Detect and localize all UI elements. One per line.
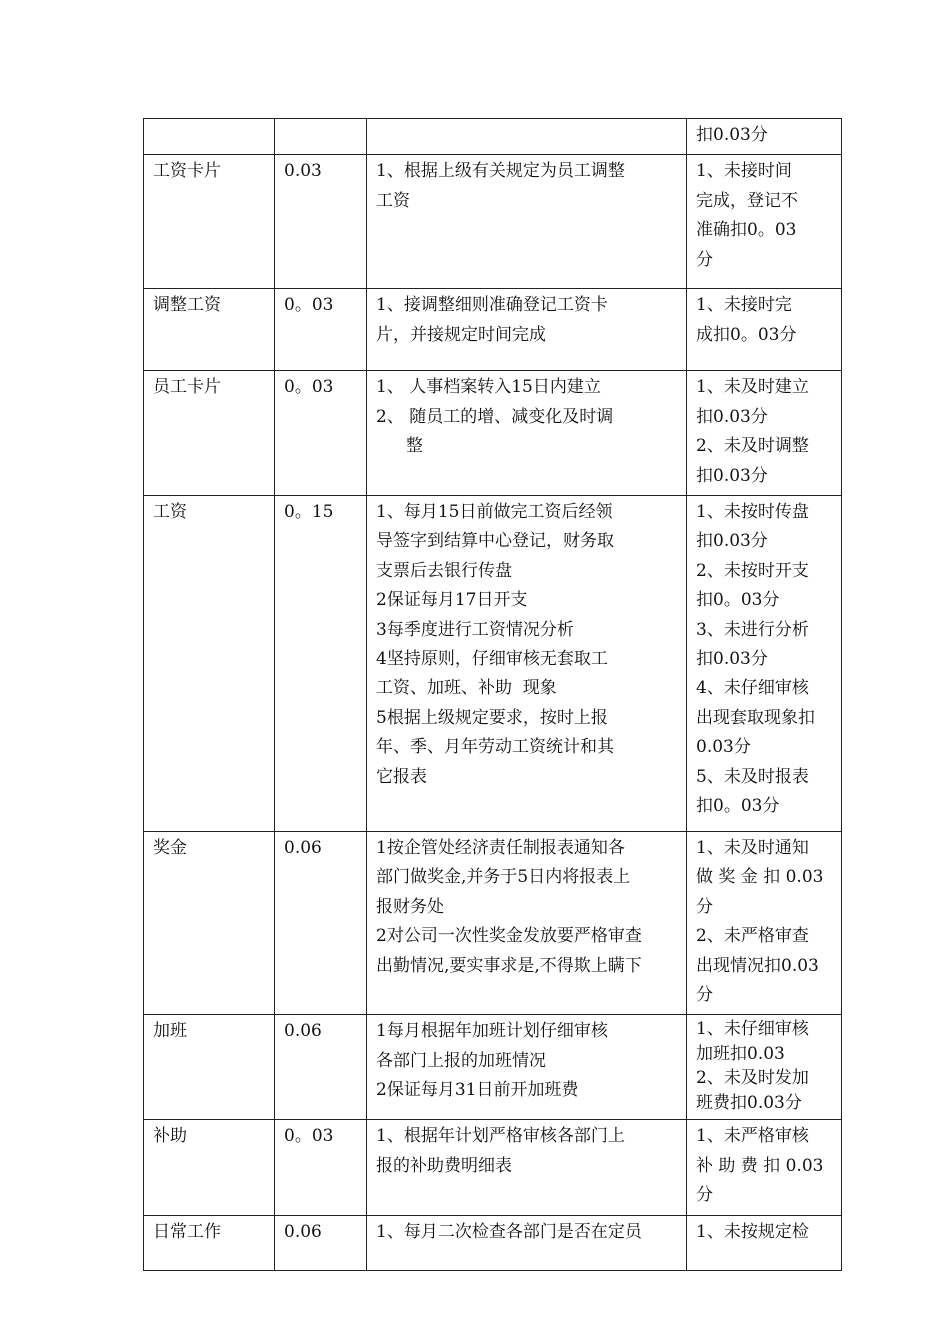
item-name: 日常工作: [153, 1221, 221, 1242]
penalty-cell: [687, 1120, 842, 1215]
penalty-cell: [687, 496, 842, 832]
penalty-line: 扣0.03分: [696, 465, 768, 486]
weight-cell: [275, 371, 367, 496]
content-line: 出勤情况,要实事求是,不得欺上瞒下: [376, 955, 642, 976]
penalty-line: 2、未按时开支: [696, 560, 809, 581]
item-name: 工资卡片: [153, 161, 221, 182]
penalty-cell: [687, 289, 842, 371]
penalty-line: 1、未及时建立: [696, 377, 809, 398]
item-name-cell: [144, 1120, 275, 1215]
weight-cell: [275, 496, 367, 832]
weight-cell: [275, 119, 367, 155]
table-row: [144, 155, 842, 289]
penalty-line: 4、未仔细审核: [696, 678, 809, 699]
penalty-cell: [687, 1215, 842, 1270]
penalty-line: 3、未进行分析: [696, 619, 809, 640]
content-line: 1按企管处经济责任制报表通知各: [376, 838, 625, 859]
penalty-cell: [687, 832, 842, 1015]
weight-value: 0.06: [284, 1021, 322, 1042]
penalty-line: 成扣0。03分: [696, 324, 797, 345]
content-line: 报的补助费明细表: [376, 1155, 512, 1176]
content-cell: [367, 371, 687, 496]
penalty-line: 扣0。03分: [696, 590, 780, 611]
penalty-line: 2、未及时发加: [696, 1068, 809, 1089]
item-name-cell: [144, 155, 275, 289]
content-line: 整: [406, 436, 423, 457]
penalty-line: 扣0。03分: [696, 796, 780, 817]
item-name-cell: [144, 496, 275, 832]
content-line: 1、 人事档案转入15日内建立: [376, 377, 601, 398]
content-cell: [367, 832, 687, 1015]
table-row: [144, 119, 842, 155]
penalty-cell: [687, 155, 842, 289]
penalty-line: 1、未按规定检: [696, 1221, 809, 1242]
penalty-line: 1、未按时传盘: [696, 502, 809, 523]
content-line: 它报表: [376, 766, 427, 787]
penalty-line: 1、未严格审核: [696, 1126, 809, 1147]
content-cell: [367, 1215, 687, 1270]
item-name: 奖金: [153, 838, 187, 859]
content-line: 2保证每月31日前开加班费: [376, 1080, 579, 1101]
penalty-line: 1、未接时完: [696, 295, 792, 316]
table-row: [144, 832, 842, 1015]
penalty-line: 班费扣0.03分: [696, 1092, 802, 1113]
penalty-line: 0.03分: [696, 737, 751, 758]
item-name-cell: [144, 371, 275, 496]
penalty-line: 补 助 费 扣 0.03: [696, 1155, 824, 1176]
content-line: 部门做奖金,并务于5日内将报表上: [376, 867, 631, 888]
weight-value: 0。03: [284, 295, 334, 316]
weight-value: 0。03: [284, 377, 334, 398]
content-cell: [367, 1120, 687, 1215]
content-line: 导签字到结算中心登记，财务取: [376, 531, 614, 552]
item-name-cell: [144, 1015, 275, 1120]
weight-value: 0。15: [284, 502, 334, 523]
weight-value: 0.03: [284, 161, 322, 182]
content-line: 报财务处: [376, 896, 444, 917]
penalty-cell: [687, 119, 842, 155]
penalty-cell: [687, 371, 842, 496]
penalty-line: 出现套取现象扣: [696, 707, 815, 728]
penalty-line: 扣0.03分: [696, 531, 768, 552]
item-name: 员工卡片: [153, 377, 221, 398]
penalty-line: 加班扣0.03: [696, 1043, 785, 1064]
content-line: 5根据上级规定要求，按时上报: [376, 707, 608, 728]
penalty-line: 扣0.03分: [696, 406, 768, 427]
penalty-cell: [687, 1015, 842, 1120]
table-row: [144, 1120, 842, 1215]
content-line: 年、季、月年劳动工资统计和其: [376, 737, 614, 758]
penalty-line: 扣0.03分: [696, 649, 768, 670]
weight-cell: [275, 155, 367, 289]
content-line: 工资、加班、补助 现象: [376, 678, 557, 699]
content-line: 2保证每月17日开支: [376, 590, 528, 611]
table-row: [144, 289, 842, 371]
table-row: [144, 496, 842, 832]
item-name-cell: [144, 1215, 275, 1270]
weight-cell: [275, 1015, 367, 1120]
weight-cell: [275, 289, 367, 371]
content-line: 片，并接规定时间完成: [376, 324, 546, 345]
weight-cell: [275, 1215, 367, 1270]
item-name: 加班: [153, 1021, 187, 1042]
table-body: [144, 119, 842, 1271]
content-cell: [367, 1015, 687, 1120]
content-line: 1、根据年计划严格审核各部门上: [376, 1126, 625, 1147]
penalty-line: 1、未仔细审核: [696, 1019, 809, 1040]
item-name: 补助: [153, 1126, 187, 1147]
penalty-line: 2、未及时调整: [696, 436, 809, 457]
weight-cell: [275, 1120, 367, 1215]
penalty-line: 扣0.03分: [696, 125, 768, 145]
content-line: 各部门上报的加班情况: [376, 1050, 546, 1071]
penalty-line: 准确扣0。03: [696, 220, 797, 241]
content-cell: [367, 155, 687, 289]
content-line: 支票后去银行传盘: [376, 560, 512, 581]
item-name-cell: [144, 832, 275, 1015]
penalty-line: 分: [696, 896, 713, 917]
table-row: [144, 1015, 842, 1120]
weight-value: 0.06: [284, 838, 322, 859]
content-cell: [367, 119, 687, 155]
content-cell: [367, 496, 687, 832]
content-line: 4坚持原则，仔细审核无套取工: [376, 649, 608, 670]
content-line: 1每月根据年加班计划仔细审核: [376, 1021, 608, 1042]
content-line: 1、根据上级有关规定为员工调整: [376, 161, 625, 182]
content-cell: [367, 289, 687, 371]
assessment-table: [143, 118, 842, 1271]
penalty-line: 1、未及时通知: [696, 838, 809, 859]
content-line: 2对公司一次性奖金发放要严格审查: [376, 926, 642, 947]
table-row: [144, 371, 842, 496]
penalty-line: 做 奖 金 扣 0.03: [696, 867, 824, 888]
item-name-cell: [144, 119, 275, 155]
weight-cell: [275, 832, 367, 1015]
content-line: 3每季度进行工资情况分析: [376, 619, 574, 640]
item-name: 工资: [153, 502, 187, 523]
penalty-line: 分: [696, 985, 713, 1006]
item-name: 调整工资: [153, 295, 221, 316]
penalty-line: 1、未接时间: [696, 161, 792, 182]
penalty-line: 出现情况扣0.03: [696, 955, 819, 976]
penalty-line: 完成，登记不: [696, 190, 798, 211]
weight-value: 0.06: [284, 1221, 322, 1242]
content-line: 1、每月二次检查各部门是否在定员: [376, 1221, 642, 1242]
penalty-line: 5、未及时报表: [696, 766, 809, 787]
content-line: 1、每月15日前做完工资后经领: [376, 502, 613, 523]
content-line: 工资: [376, 190, 410, 211]
penalty-line: 分: [696, 249, 713, 270]
table-row: [144, 1215, 842, 1270]
content-line: 2、 随员工的增、减变化及时调: [376, 406, 614, 427]
content-line: 1、接调整细则准确登记工资卡: [376, 295, 608, 316]
weight-value: 0。03: [284, 1126, 334, 1147]
penalty-line: 2、未严格审查: [696, 926, 809, 947]
penalty-line: 分: [696, 1185, 713, 1206]
item-name-cell: [144, 289, 275, 371]
